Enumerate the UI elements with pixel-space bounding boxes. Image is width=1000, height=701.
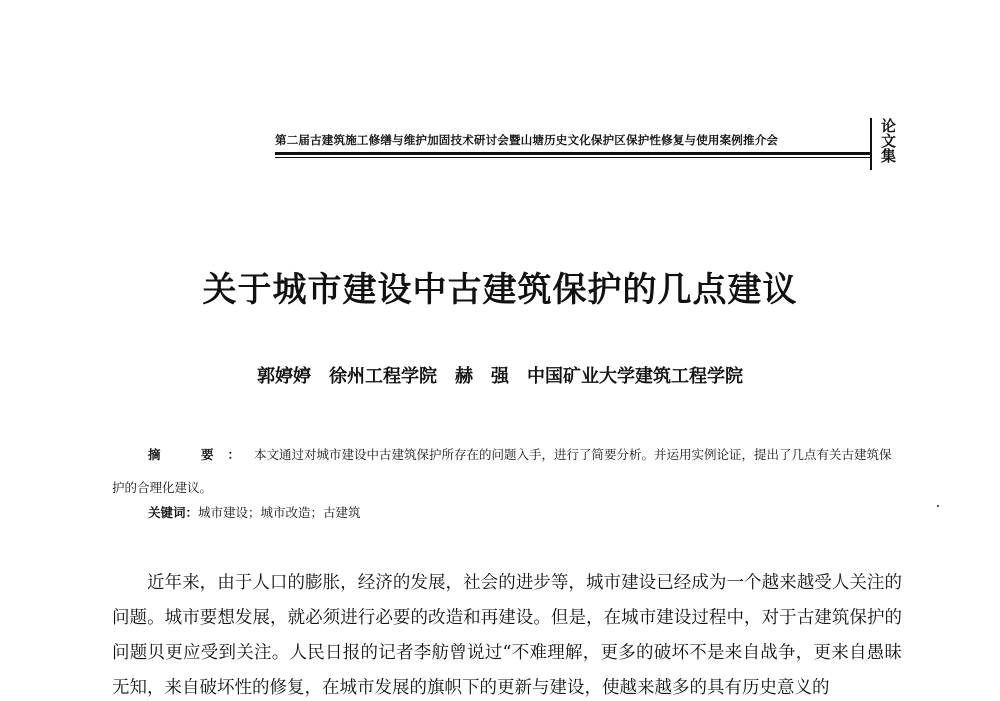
- header-rule: [275, 152, 872, 155]
- running-header: 第二届古建筑施工修缮与维护加固技术研讨会暨山塘历史文化保护区保护性修复与使用案例推介会: [275, 133, 779, 147]
- abstract: [112, 438, 902, 504]
- keywords-text: 城市建设；城市改造；古建筑: [198, 505, 361, 520]
- body-paragraph: 近年来，由于人口的膨胀，经济的发展，社会的进步等，城市建设已经成为一个越来越受人关注的问题。城市要想发展，就必须进行必要的改造和再建设。但是，在城市建设过程中，对于古建筑保护的问题贝更应受到关注。人民日报的记者李舫曾说过“不难理解，更多的破坏不是来自战争，更来自愚昧无知，来自破坏性的修复，在城市发展的旗帜下的更新与建设，使越来越多的具有历史意义的: [112, 573, 902, 698]
- keywords: [148, 503, 361, 523]
- abstract-text: 本文通过对城市建设中古建筑保护所存在的问题入手，进行了简要分析。并运用实例论证，提出了几点有关古建筑保护的合理化建议。: [112, 447, 892, 495]
- paper-title: 关于城市建设中古建筑保护的几点建议: [202, 270, 798, 310]
- side-label: 论文集: [879, 118, 897, 163]
- header-rule-thin: [275, 157, 872, 158]
- side-label-bar: [870, 118, 872, 170]
- keywords-label: 关键词：: [148, 505, 199, 520]
- scan-speck: [937, 505, 939, 507]
- authors-line: 郭婷婷 徐州工程学院 赫 强 中国矿业大学建筑工程学院: [257, 366, 743, 387]
- abstract-label: 摘 要：: [148, 447, 255, 462]
